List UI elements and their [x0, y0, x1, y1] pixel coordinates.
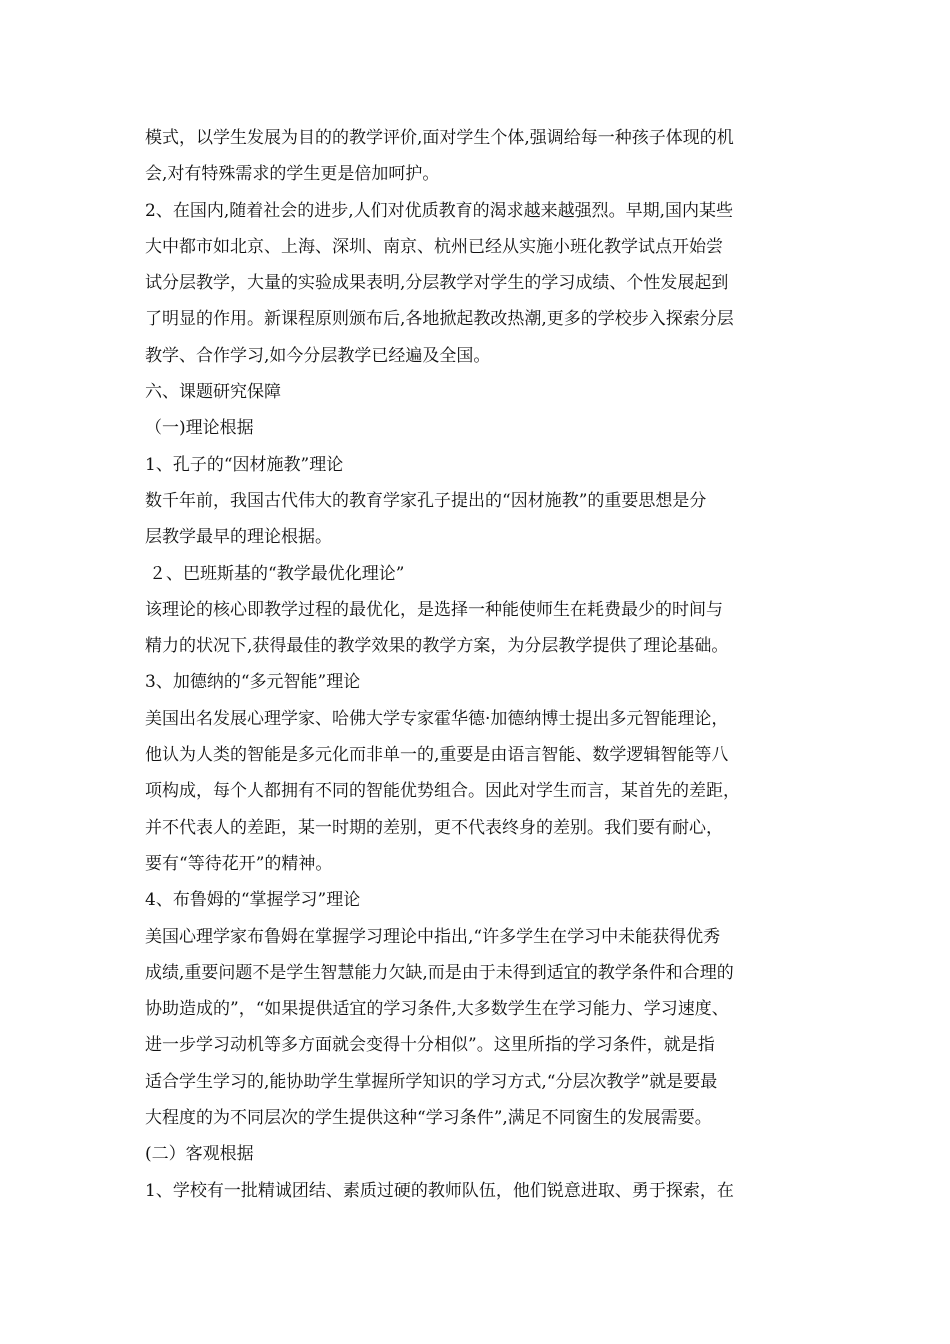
subsection-heading: （一)理论根据 [145, 418, 254, 439]
text-line: 会,对有特殊需求的学生更是倍加呵护。 [145, 164, 440, 185]
text-line: 试分层教学，大量的实验成果表明,分层教学对学生的学习成绩、个性发展起到 [145, 273, 729, 294]
item-heading: ２、巴班斯基的“教学最优化理论” [149, 563, 405, 584]
text-line: 进一步学习动机等多方面就会变得十分相似”。这里所指的学习条件，就是指 [145, 1035, 715, 1056]
text-line: 成绩,重要问题不是学生智慧能力欠缺,而是由于未得到适宜的教学条件和合理的 [145, 962, 734, 983]
text-line: 了明显的作用。新课程原则颁布后,各地掀起教改热潮,更多的学校步入探索分层 [145, 309, 734, 330]
section-heading: 六、课题研究保障 [145, 382, 281, 403]
text-line: 精力的状况下,获得最佳的教学效果的教学方案，为分层教学提供了理论基础。 [145, 636, 729, 657]
text-line: 要有“等待花开”的精神。 [145, 853, 333, 874]
text-line: 适合学生学习的,能协助学生掌握所学知识的学习方式,“分层次教学”就是要最 [145, 1071, 718, 1092]
text-line: 项构成，每个人都拥有不同的智能优势组合。因此对学生而言，某首先的差距， [145, 781, 740, 802]
text-line: 2、在国内,随着社会的进步,人们对优质教育的渴求越来越强烈。早期,国内某些 [145, 200, 734, 221]
item-heading: 4、布鲁姆的“掌握学习”理论 [145, 890, 361, 911]
text-line: 层教学最早的理论根据。 [145, 527, 332, 548]
text-line: 数千年前，我国古代伟大的教育学家孔子提出的“因材施教”的重要思想是分 [145, 490, 707, 511]
text-line: 大中都市如北京、上海、深圳、南京、杭州已经从实施小班化教学试点开始尝 [145, 236, 723, 257]
text-line: 美国出名发展心理学家、哈佛大学专家霍华德·加德纳博士提出多元智能理论， [145, 708, 729, 729]
item-heading: 1、孔子的“因材施教”理论 [145, 454, 344, 475]
text-line: 模式，以学生发展为目的的教学评价,面对学生个体,强调给每一种孩子体现的机 [145, 128, 734, 148]
text-line: 1、学校有一批精诚团结、素质过硬的教师队伍，他们锐意进取、勇于探索，在 [145, 1180, 734, 1201]
text-line: 协助造成的”，“如果提供适宜的学习条件,大多数学生在学习能力、学习速度、 [145, 999, 729, 1020]
subsection-heading: (二）客观根据 [145, 1144, 254, 1165]
text-line: 教学、合作学习,如今分层教学已经遍及全国。 [145, 345, 491, 366]
item-heading: 3、加德纳的“多元智能”理论 [145, 672, 361, 693]
text-line: 该理论的核心即教学过程的最优化，是选择一种能使师生在耗费最少的时间与 [145, 599, 723, 620]
text-line: 并不代表人的差距，某一时期的差别，更不代表终身的差别。我们要有耐心， [145, 817, 723, 838]
text-line: 他认为人类的智能是多元化而非单一的,重要是由语言智能、数学逻辑智能等八 [145, 745, 729, 766]
document-body [145, 120, 825, 1209]
text-line: 大程度的为不同层次的学生提供这种“学习条件”,满足不同窗生的发展需要。 [145, 1108, 712, 1129]
text-line: 美国心理学家布鲁姆在掌握学习理论中指出,“许多学生在学习中未能获得优秀 [145, 926, 721, 947]
